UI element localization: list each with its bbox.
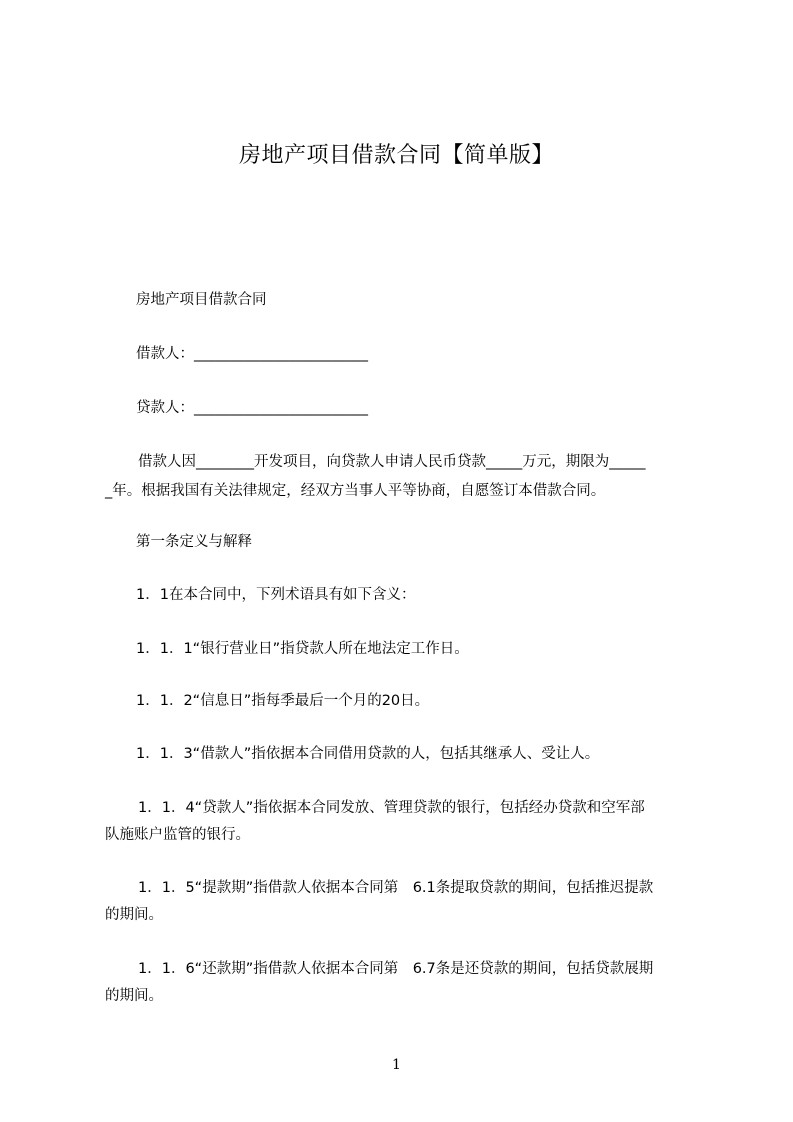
intro-paragraph-line-1: 借款人因________开发项目，向贷款人申请人民币贷款_____万元，期限为_____ (138, 454, 646, 470)
intro-paragraph-line-2: _年。根据我国有关法律规定，经双方当事人平等协商，自愿签订本借款合同。 (105, 483, 606, 499)
clause-1-1-5-line-1: 1．1．5“提款期”指借款人依据本合同第 6.1条提取贷款的期间，包括推迟提款 (138, 880, 654, 896)
article-1-heading: 第一条定义与解释 (136, 534, 252, 550)
clause-1-1-6-line-1: 1．1．6“还款期”指借款人依据本合同第 6.7条是还贷款的期间，包括贷款展期 (138, 961, 654, 977)
borrower-line: 借款人：________________________ (136, 346, 368, 362)
clause-1-1-1: 1．1．1“银行营业日”指贷款人所在地法定工作日。 (136, 641, 469, 657)
lender-line: 贷款人：________________________ (136, 400, 368, 416)
clause-1-1-4-line-1: 1．1．4“贷款人”指依据本合同发放、管理贷款的银行，包括经办贷款和空军部 (138, 800, 645, 816)
document-title: 房地产项目借款合同【简单版】 (238, 143, 554, 168)
clause-1-1-2: 1．1．2“信息日”指每季最后一个月的20日。 (136, 693, 430, 709)
clause-1-1-6-line-2: 的期间。 (105, 988, 163, 1004)
contract-subtitle: 房地产项目借款合同 (136, 292, 267, 308)
clause-1-1-4-line-2: 队施账户监管的银行。 (105, 827, 250, 843)
clause-1-1-3: 1．1．3“借款人”指依据本合同借用贷款的人，包括其继承人、受让人。 (136, 746, 600, 762)
clause-1-1-5-line-2: 的期间。 (105, 907, 163, 923)
page-number: 1 (392, 1057, 401, 1073)
clause-1-1: 1．1在本合同中，下列术语具有如下含义： (136, 587, 416, 603)
